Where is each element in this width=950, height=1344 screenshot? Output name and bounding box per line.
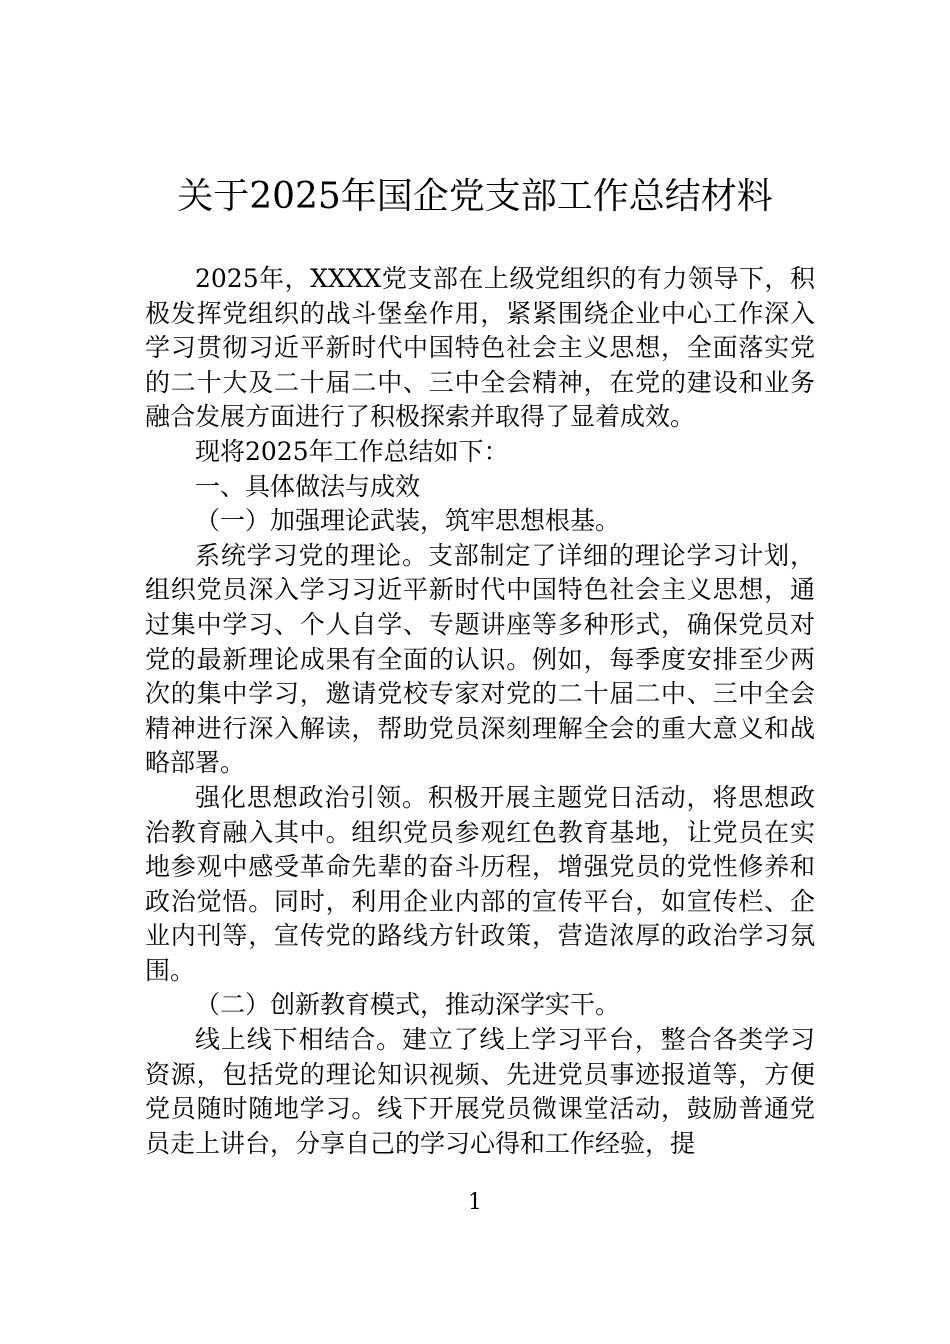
document-title: 关于2025年国企党支部工作总结材料 (177, 176, 773, 217)
page-number: 1 (468, 1190, 482, 1215)
document-body (145, 262, 815, 1161)
paragraph-online-offline: 线上线下相结合。建立了线上学习平台，整合各类学习资源，包括党的理论知识视频、先进党员事迹报道等，方便党员随时随地学习。线下开展党员微课堂活动，鼓励普通党员走上讲台，分享自己的学习心得和工作经验，提 (145, 1025, 815, 1158)
subsection-heading-2: （二）创新教育模式，推动深学实干。 (195, 990, 621, 1020)
paragraph-summary-lead: 现将2025年工作总结如下： (195, 436, 509, 466)
paragraph-intro: 2025年，XXXX党支部在上级党组织的有力领导下，积极发挥党组织的战斗堡垒作用，紧紧围绕企业中心工作深入学习贯彻习近平新时代中国特色社会主义思想，全面落实党的二十大及二十届二中、三中全会精神，在党的建设和业务融合发展方面进行了积极探索并取得了显着成效。 (145, 264, 815, 432)
paragraph-political-guidance: 强化思想政治引领。积极开展主题党日活动，将思想政治教育融入其中。组织党员参观红色教育基地，让党员在实地参观中感受革命先辈的奋斗历程，增强党员的党性修养和政治觉悟。同时，利用企业内部的宣传平台，如宣传栏、企业内刊等，宣传党的路线方针政策，营造浓厚的政治学习氛围。 (145, 782, 815, 985)
paragraph-theory-study: 系统学习党的理论。支部制定了详细的理论学习计划，组织党员深入学习习近平新时代中国特色社会主义思想，通过集中学习、个人自学、专题讲座等多种形式，确保党员对党的最新理论成果有全面的认识。例如，每季度安排至少两次的集中学习，邀请党校专家对党的二十届二中、三中全会精神进行深入解读，帮助党员深刻理解全会的重大意义和战略部署。 (145, 540, 815, 778)
section-heading-1: 一、具体做法与成效 (195, 471, 421, 501)
subsection-heading-1: （一）加强理论武装，筑牢思想根基。 (195, 506, 621, 536)
